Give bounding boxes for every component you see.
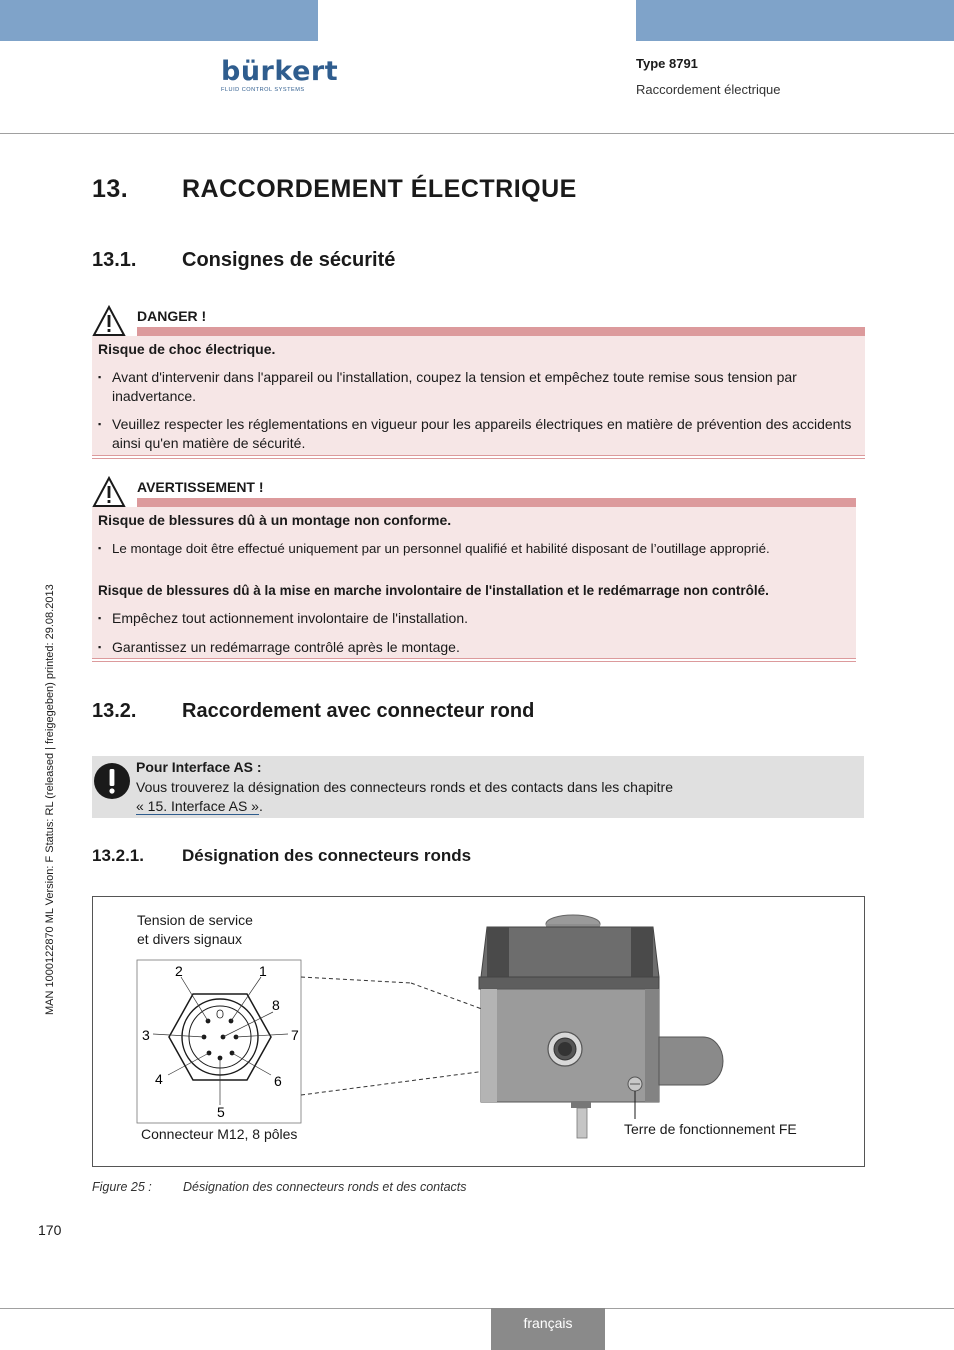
- connector-figure: [92, 896, 865, 1167]
- label-fe: Terre de fonctionnement FE: [624, 1121, 797, 1137]
- page-number: 170: [38, 1222, 62, 1238]
- note-title: Pour Interface AS :: [136, 759, 262, 775]
- note-body: Vous trouverez la désignation des connecteurs ronds et des contacts dans les chapitre: [136, 778, 673, 795]
- warning-bullet-2: ▪ Empêchez tout actionnement involontaire de l'installation.: [98, 609, 850, 628]
- projection-line-top: [301, 977, 411, 983]
- header-rule: [0, 133, 954, 134]
- connector-diagram: [93, 897, 864, 1166]
- pin-label-3: 3: [142, 1027, 150, 1043]
- warning-risk-2: Risque de blessures dû à la mise en marche involontaire de l'installation et le redémarrage non contrôlé.: [98, 583, 769, 598]
- warning-bottom-line: [92, 658, 856, 659]
- figure-caption-number: Figure 25 :: [92, 1180, 152, 1194]
- side-document-info: MAN 1000122870 ML Version: F Status: RL (released | freigegeben) printed: 29.08.2013: [44, 584, 56, 1015]
- burkert-logo: [221, 56, 339, 93]
- device-illustration: [479, 915, 723, 1138]
- warning-block: [92, 474, 856, 662]
- subsection-heading-13-2: [92, 700, 534, 723]
- note-link-line: [136, 797, 673, 817]
- subsection-number: 13.1.: [92, 249, 137, 271]
- section-title: RACCORDEMENT ÉLECTRIQUE: [182, 175, 577, 203]
- warning-body: [92, 507, 856, 658]
- header-bar-right: [636, 0, 954, 41]
- danger-bullet-2: ▪ Veuillez respecter les réglementations en vigueur pour les appareils électriques en matière de prévention des accidents ainsi qu'en matière de sécurité.: [98, 415, 859, 453]
- subsection-number: 13.2.: [92, 700, 137, 722]
- language-tab[interactable]: français: [491, 1308, 605, 1350]
- danger-title: DANGER !: [137, 308, 207, 324]
- danger-body: [92, 336, 865, 455]
- header-bar-left: [0, 0, 318, 41]
- note-box: [92, 756, 864, 818]
- warning-risk-1: Risque de blessures dû à un montage non conforme.: [98, 512, 452, 528]
- pin-label-4: 4: [155, 1071, 163, 1087]
- warning-triangle-icon: [92, 305, 126, 337]
- danger-bullet-1: ▪ Avant d'intervenir dans l'appareil ou l'installation, coupez la tension et empêchez toute remise sous tension par inadvertance.: [98, 368, 859, 406]
- subsubsection-title: Désignation des connecteurs ronds: [182, 846, 472, 865]
- pin-label-5: 5: [217, 1104, 225, 1120]
- warning-title: AVERTISSEMENT !: [137, 479, 264, 495]
- chapter-link[interactable]: « 15. Interface AS »: [136, 798, 259, 814]
- pin-label-8: 8: [272, 997, 280, 1013]
- section-heading: [92, 175, 577, 204]
- note-text: [136, 758, 673, 817]
- logo-word: bürkert: [221, 56, 339, 87]
- section-number: 13.: [92, 175, 129, 203]
- warning-bullet-3: ▪ Garantissez un redémarrage contrôlé après le montage.: [98, 638, 850, 657]
- footer-rule: [0, 1308, 954, 1309]
- note-after: .: [258, 798, 263, 814]
- pin-label-1: 1: [259, 963, 267, 979]
- danger-bottom-line: [92, 455, 865, 456]
- header-type: Type 8791: [636, 56, 698, 71]
- exclamation-icon: [92, 761, 132, 801]
- pin-label-2: 2: [175, 963, 183, 979]
- danger-bottom-line-2: [92, 458, 865, 459]
- danger-block: [92, 303, 865, 459]
- subsection-title: Raccordement avec connecteur rond: [182, 700, 535, 722]
- subsection-title: Consignes de sécurité: [182, 249, 396, 271]
- label-supply-2: et divers signaux: [137, 931, 243, 947]
- pin-label-7: 7: [291, 1027, 299, 1043]
- subsection-heading-13-1: [92, 249, 395, 272]
- danger-bar: [137, 327, 865, 336]
- label-m12: Connecteur M12, 8 pôles: [141, 1126, 298, 1142]
- label-supply-1: Tension de service: [137, 912, 253, 928]
- header-subtitle: Raccordement électrique: [636, 82, 781, 97]
- subsubsection-heading-13-2-1: [92, 846, 471, 866]
- warning-triangle-icon: [92, 476, 126, 508]
- figure-caption-text: Désignation des connecteurs ronds et des contacts: [183, 1180, 467, 1194]
- warning-bar: [137, 498, 856, 507]
- pin-label-6: 6: [274, 1073, 282, 1089]
- warning-bullet-1: ▪ Le montage doit être effectué uniquement par un personnel qualifié et habilité disposant de l’outillage approprié.: [98, 539, 850, 558]
- warning-bottom-line-2: [92, 661, 856, 662]
- danger-risk: Risque de choc électrique.: [98, 341, 276, 357]
- subsubsection-number: 13.2.1.: [92, 846, 144, 865]
- logo-tagline: FLUID CONTROL SYSTEMS: [221, 87, 305, 93]
